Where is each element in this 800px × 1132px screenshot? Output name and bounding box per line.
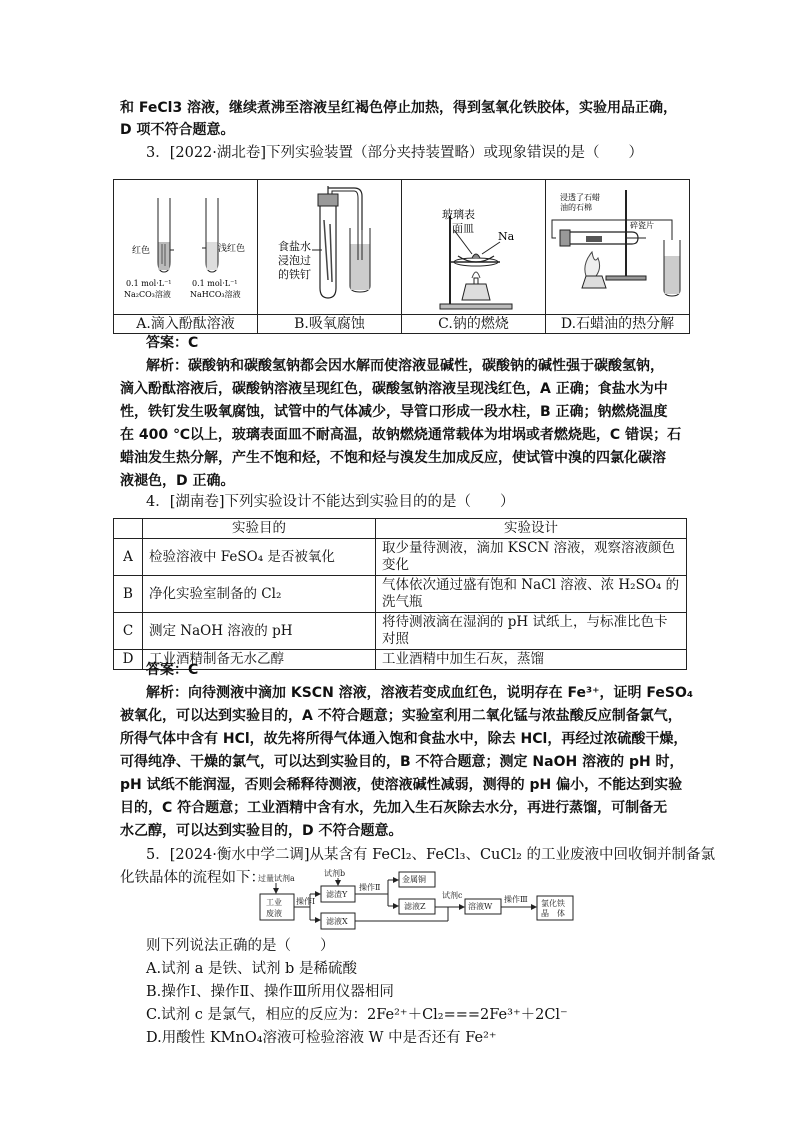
flow-filter-z: 滤液Z — [404, 902, 426, 911]
prev-text-line-2: D 项不符合题意。 — [120, 122, 235, 138]
q5-option-b: B.操作Ⅰ、操作Ⅱ、操作Ⅲ所用仪器相同 — [146, 984, 394, 1000]
figure-a-right-color: 浅红色 — [218, 244, 246, 254]
figure-c-cell — [402, 180, 546, 334]
figure-b-label-3: 的铁钉 — [278, 268, 311, 281]
row-design: 取少量待测液，滴加 KSCN 溶液，观察溶液颜色变化 — [376, 539, 687, 576]
q3-analysis-3: 性，铁钉发生吸氧腐蚀，试管中的气体减少，导管口形成一段水柱，B 正确；钠燃烧温度 — [120, 404, 668, 420]
table-header-purpose: 实验目的 — [143, 519, 376, 539]
q4-analysis-2: 被氧化，可以达到实验目的，A 不符合题意；实验室利用二氧化锰与浓盐酸反应制备氯气， — [120, 708, 682, 724]
flow-waste-2: 废液 — [266, 909, 282, 918]
q3-analysis-5: 蜡油发生热分解，产生不饱和烃，不饱和烃与溴发生加成反应，使试管中溴的四氯化碳溶 — [120, 450, 666, 466]
q5-stem-1: 5．[2024·衡水中学二调]从某含有 FeCl₂、FeCl₃、CuCl₂ 的工业废液中回收铜并制备氯 — [146, 847, 716, 863]
table-row — [114, 650, 687, 670]
figure-c-label-2: 面皿 — [452, 222, 474, 235]
figure-b-cell — [258, 180, 402, 334]
row-purpose: 检验溶液中 FeSO₄ 是否被氧化 — [143, 539, 376, 576]
figure-a-right-sol: NaHCO₃溶液 — [190, 290, 241, 299]
figure-c-na: Na — [498, 230, 515, 243]
row-key: B — [114, 576, 143, 613]
prev-text-line-1: 和 FeCl3 溶液，继续煮沸至溶液呈红褐色停止加热，得到氢氧化铁胶体，实验用品正确， — [120, 100, 678, 116]
table-header-row — [114, 519, 687, 539]
q4-answer: 答案：C — [146, 662, 199, 678]
flow-reagent-c: 试剂c — [442, 891, 463, 900]
q4-analysis-1: 解析：向待测液中滴加 KSCN 溶液，溶液若变成血红色，说明存在 Fe³⁺，证明 FeSO₄ — [146, 685, 694, 701]
figure-d-label-1: 浸透了石蜡 — [560, 193, 600, 202]
q4-analysis-7: 水乙醇，可以达到实验目的，D 不符合题意。 — [120, 823, 403, 839]
q5-ask: 则下列说法正确的是（ ） — [146, 938, 335, 954]
caption-a: A.滴入酚酞溶液 — [114, 314, 257, 333]
flow-reagent-a: 过量试剂a — [258, 874, 295, 883]
flow-product-1: 氯化铁 — [541, 899, 565, 908]
flow-filter-y: 滤渣Y — [326, 890, 348, 899]
q4-analysis-4: 可得纯净、干燥的氯气，可以达到实验目的，B 不符合题意；测定 NaOH 溶液的 pH 时， — [120, 754, 684, 770]
test-tubes-figure — [114, 180, 257, 314]
q5-stem-2: 化铁晶体的流程如下： — [120, 870, 265, 886]
row-purpose: 净化实验室制备的 Cl₂ — [143, 576, 376, 613]
row-design: 工业酒精中加生石灰，蒸馏 — [376, 650, 687, 670]
figure-a-cell — [114, 180, 258, 334]
flow-op3: 操作Ⅲ — [504, 895, 528, 904]
caption-b: B.吸氧腐蚀 — [258, 314, 401, 333]
row-key: C — [114, 613, 143, 650]
q4-analysis-6: 目的，C 符合题意；工业酒精中含有水，先加入生石灰除去水分，再进行蒸馏，可制备无 — [120, 800, 668, 816]
corrosion-figure — [258, 180, 401, 314]
figure-a-left-conc: 0.1 mol·L⁻¹ — [126, 279, 172, 288]
q5-option-a: A.试剂 a 是铁、试剂 b 是稀硫酸 — [146, 961, 357, 977]
figure-b-label-1: 食盐水 — [278, 240, 311, 253]
figure-d-cell — [546, 180, 690, 334]
figure-c-label-1: 玻璃表 — [442, 208, 475, 221]
figure-b-label-2: 浸泡过 — [278, 254, 311, 267]
q5-option-d: D.用酸性 KMnO₄溶液可检验溶液 W 中是否还有 Fe²⁺ — [146, 1030, 497, 1046]
caption-d: D.石蜡油的热分解 — [546, 314, 689, 333]
row-key: A — [114, 539, 143, 576]
figure-a-left-color: 红色 — [132, 246, 151, 256]
figure-a-left-sol: Na₂CO₃溶液 — [124, 290, 171, 299]
sodium-burning-figure — [402, 180, 545, 314]
q4-table — [113, 518, 687, 670]
figure-d-label-2: 油的石棉 — [560, 203, 592, 212]
row-design: 将待测液滴在湿润的 pH 试纸上，与标准比色卡对照 — [376, 613, 687, 650]
table-header-design: 实验设计 — [376, 519, 687, 539]
q4-analysis-5: pH 试纸不能润湿，否则会稀释待测液，使溶液碱性减弱，测得的 pH 偏小，不能达到实验 — [120, 777, 683, 793]
q4-stem: 4．[湖南卷]下列实验设计不能达到实验目的的是（ ） — [146, 494, 515, 510]
row-design: 气体依次通过盛有饱和 NaCl 溶液、浓 H₂SO₄ 的洗气瓶 — [376, 576, 687, 613]
table-row — [114, 576, 687, 613]
process-flow-diagram — [258, 868, 578, 934]
table-row — [114, 539, 687, 576]
flow-reagent-b: 试剂b — [324, 869, 346, 878]
table-header-empty — [114, 519, 143, 539]
row-purpose: 工业酒精制备无水乙醇 — [143, 650, 376, 670]
q3-analysis-6: 液褪色，D 正确。 — [120, 473, 235, 489]
flow-solution-w: 溶液W — [468, 902, 493, 911]
figure-d-label-3: 碎瓷片 — [630, 221, 654, 230]
row-purpose: 测定 NaOH 溶液的 pH — [143, 613, 376, 650]
figure-a-right-conc: 0.1 mol·L⁻¹ — [192, 279, 238, 288]
row-key: D — [114, 650, 143, 670]
q3-answer: 答案：C — [146, 335, 199, 351]
q5-option-c: C.试剂 c 是氯气，相应的反应为：2Fe²⁺＋Cl₂===2Fe³⁺＋2Cl⁻ — [146, 1007, 568, 1023]
caption-c: C.钠的燃烧 — [402, 314, 545, 333]
q3-analysis-1: 解析：碳酸钠和碳酸氢钠都会因水解而使溶液显碱性，碳酸钠的碱性强于碳酸氢钠， — [146, 358, 664, 374]
q3-stem: 3．[2022·湖北卷]下列实验装置（部分夹持装置略）或现象错误的是（ ） — [146, 145, 644, 161]
table-row — [114, 613, 687, 650]
paraffin-figure — [546, 180, 689, 314]
q4-analysis-3: 所得气体中含有 HCl，故先将所得气体通入饱和食盐水中，除去 HCl，再经过浓硫酸干燥， — [120, 731, 688, 747]
flow-product-2: 晶 体 — [541, 909, 565, 918]
q3-analysis-4: 在 400 ℃以上，玻璃表面皿不耐高温，故钠燃烧通常载体为坩埚或者燃烧匙，C 错误；石 — [120, 427, 682, 443]
flow-waste-1: 工业 — [266, 898, 282, 907]
flow-op1: 操作Ⅰ — [296, 897, 316, 906]
flow-metal-cu: 金属铜 — [402, 875, 426, 884]
q3-figure-table — [113, 179, 690, 334]
flow-filter-x: 滤液X — [326, 917, 348, 926]
flow-op2: 操作Ⅱ — [359, 883, 381, 892]
q3-analysis-2: 滴入酚酞溶液后，碳酸钠溶液呈现红色，碳酸氢钠溶液呈现浅红色，A 正确；食盐水为中 — [120, 381, 668, 397]
